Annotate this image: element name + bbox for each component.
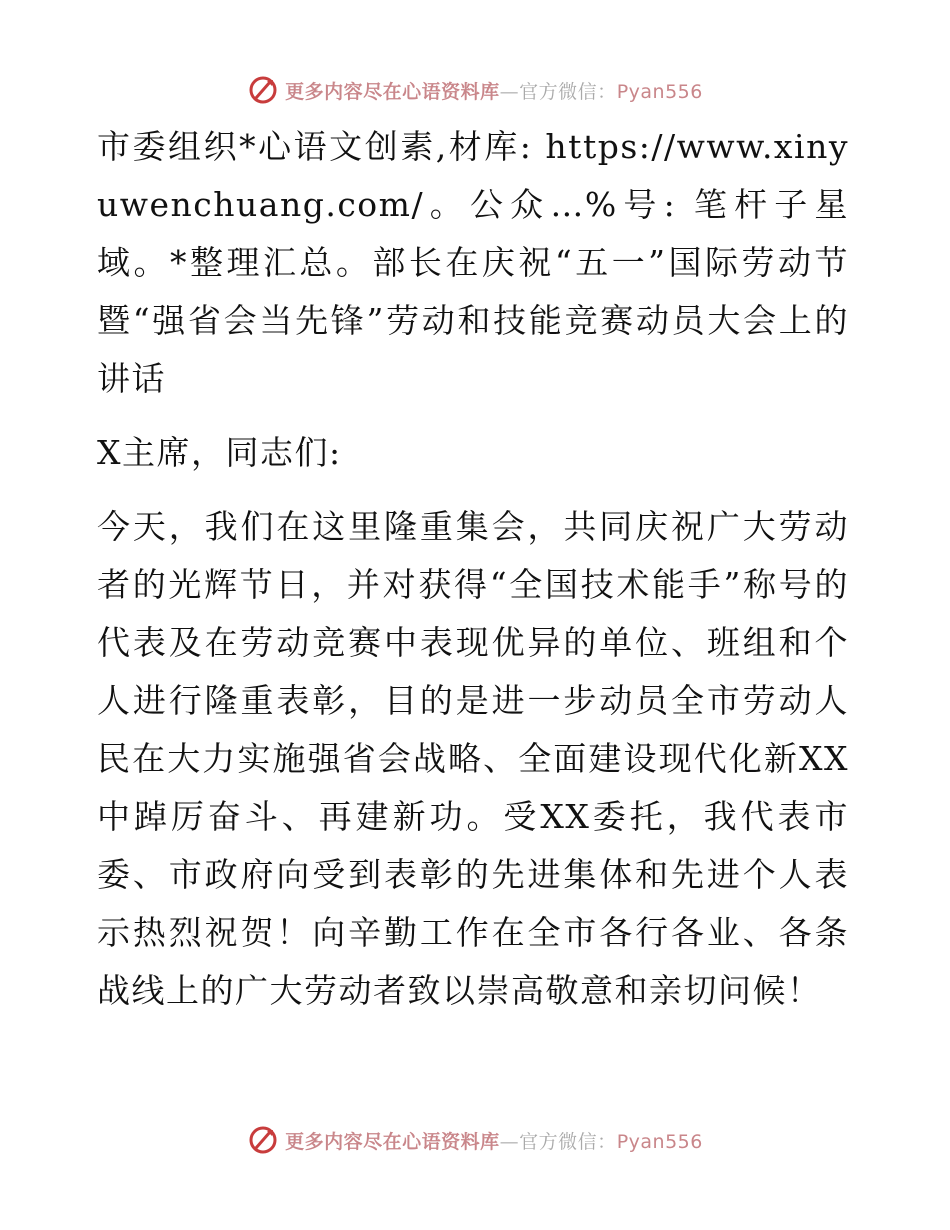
quill-logo-icon — [247, 1124, 279, 1156]
watermark-text — [285, 77, 703, 104]
header-watermark — [0, 70, 950, 110]
watermark-dash: — — [499, 1130, 520, 1153]
document-title-paragraph: 市委组织*心语文创素,材库: https://www.xinyuwenchuang.com/。公众…%号: 笔杆子星域。*整理汇总。部长在庆祝“五一”国际劳动节暨“强省会当先锋”劳动和技能竞赛动员大会上的讲话 — [97, 127, 849, 398]
footer-watermark — [0, 1120, 950, 1160]
salutation-paragraph: X主席，同志们: — [97, 433, 342, 472]
body-paragraph: 今天，我们在这里隆重集会，共同庆祝广大劳动者的光辉节日，并对获得“全国技术能手”称号的代表及在劳动竞赛中表现优异的单位、班组和个人进行隆重表彰，目的是进一步动员全市劳动人民在大力实施强省会战略、全面建设现代化新XX中踔厉奋斗、再建新功。受XX委托，我代表市委、市政府向受到表彰的先进集体和先进个人表示热烈祝贺！向辛勤工作在全市各行各业、各条战线上的广大劳动者致以崇高敬意和亲切问候！ — [97, 507, 849, 1010]
quill-logo-icon — [247, 74, 279, 106]
watermark-site-text: 更多内容尽在心语资料库 — [285, 1130, 500, 1153]
watermark-handle: Pyan556 — [616, 80, 703, 103]
watermark-wechat-label: 官方微信： — [519, 80, 617, 103]
document-body — [97, 118, 849, 1036]
watermark-dash: — — [499, 80, 520, 103]
watermark-text — [285, 1127, 703, 1154]
watermark-site-text: 更多内容尽在心语资料库 — [285, 80, 500, 103]
watermark-wechat-label: 官方微信： — [519, 1130, 617, 1153]
watermark-handle: Pyan556 — [616, 1130, 703, 1153]
